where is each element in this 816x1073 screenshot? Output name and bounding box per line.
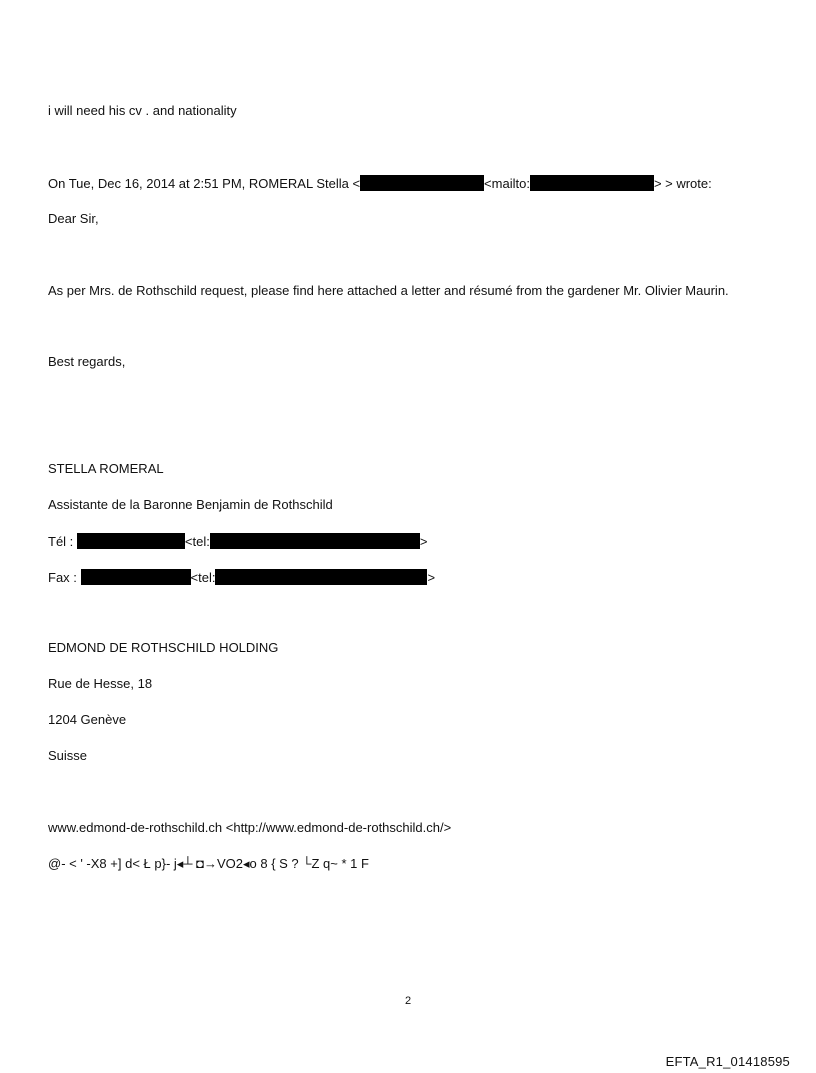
signature-title: Assistante de la Baronne Benjamin de Rothschild bbox=[48, 497, 333, 512]
signature-fax bbox=[48, 569, 435, 586]
quote-header-prefix: On Tue, Dec 16, 2014 at 2:51 PM, ROMERAL Stella < bbox=[48, 176, 361, 191]
page-number: 2 bbox=[404, 995, 412, 1007]
redacted-mailto-address bbox=[530, 175, 654, 191]
fax-label: Fax : bbox=[48, 570, 81, 585]
company-street: Rue de Hesse, 18 bbox=[48, 676, 153, 691]
tel-link-prefix: <tel: bbox=[184, 534, 210, 549]
fax-link-prefix: <tel: bbox=[190, 570, 216, 585]
company-country: Suisse bbox=[48, 748, 88, 763]
tel-label: Tél : bbox=[48, 534, 77, 549]
quote-header bbox=[48, 175, 712, 192]
company-website: www.edmond-de-rothschild.ch <http://www.edmond-de-rothschild.ch/> bbox=[48, 820, 452, 835]
quote-header-mailto: <mailto: bbox=[484, 176, 530, 191]
redacted-fax-number bbox=[81, 569, 191, 585]
closing: Best regards, bbox=[48, 354, 126, 369]
greeting: Dear Sir, bbox=[48, 211, 99, 226]
reply-text: i will need his cv . and nationality bbox=[48, 103, 237, 118]
signature-name: STELLA ROMERAL bbox=[48, 461, 164, 476]
bates-id: EFTA_R1_01418595 bbox=[665, 1054, 790, 1069]
tel-close: > bbox=[419, 534, 428, 549]
redacted-tel-link bbox=[210, 533, 420, 549]
redacted-email bbox=[360, 175, 484, 191]
garbled-text: @- < ' -X8 +] d< Ł p}- j◂┴ ◘→VO2◂o 8 { S ? └Z q~ * 1 F bbox=[48, 856, 369, 871]
redacted-tel-number bbox=[77, 533, 185, 549]
quote-header-suffix: > > wrote: bbox=[653, 176, 712, 191]
company-city: 1204 Genève bbox=[48, 712, 127, 727]
email-body: As per Mrs. de Rothschild request, please find here attached a letter and résumé from the gardener Mr. Olivier Maurin. bbox=[48, 283, 729, 298]
company-name: EDMOND DE ROTHSCHILD HOLDING bbox=[48, 640, 279, 655]
redacted-fax-link bbox=[215, 569, 427, 585]
signature-tel bbox=[48, 533, 427, 550]
fax-close: > bbox=[427, 570, 436, 585]
